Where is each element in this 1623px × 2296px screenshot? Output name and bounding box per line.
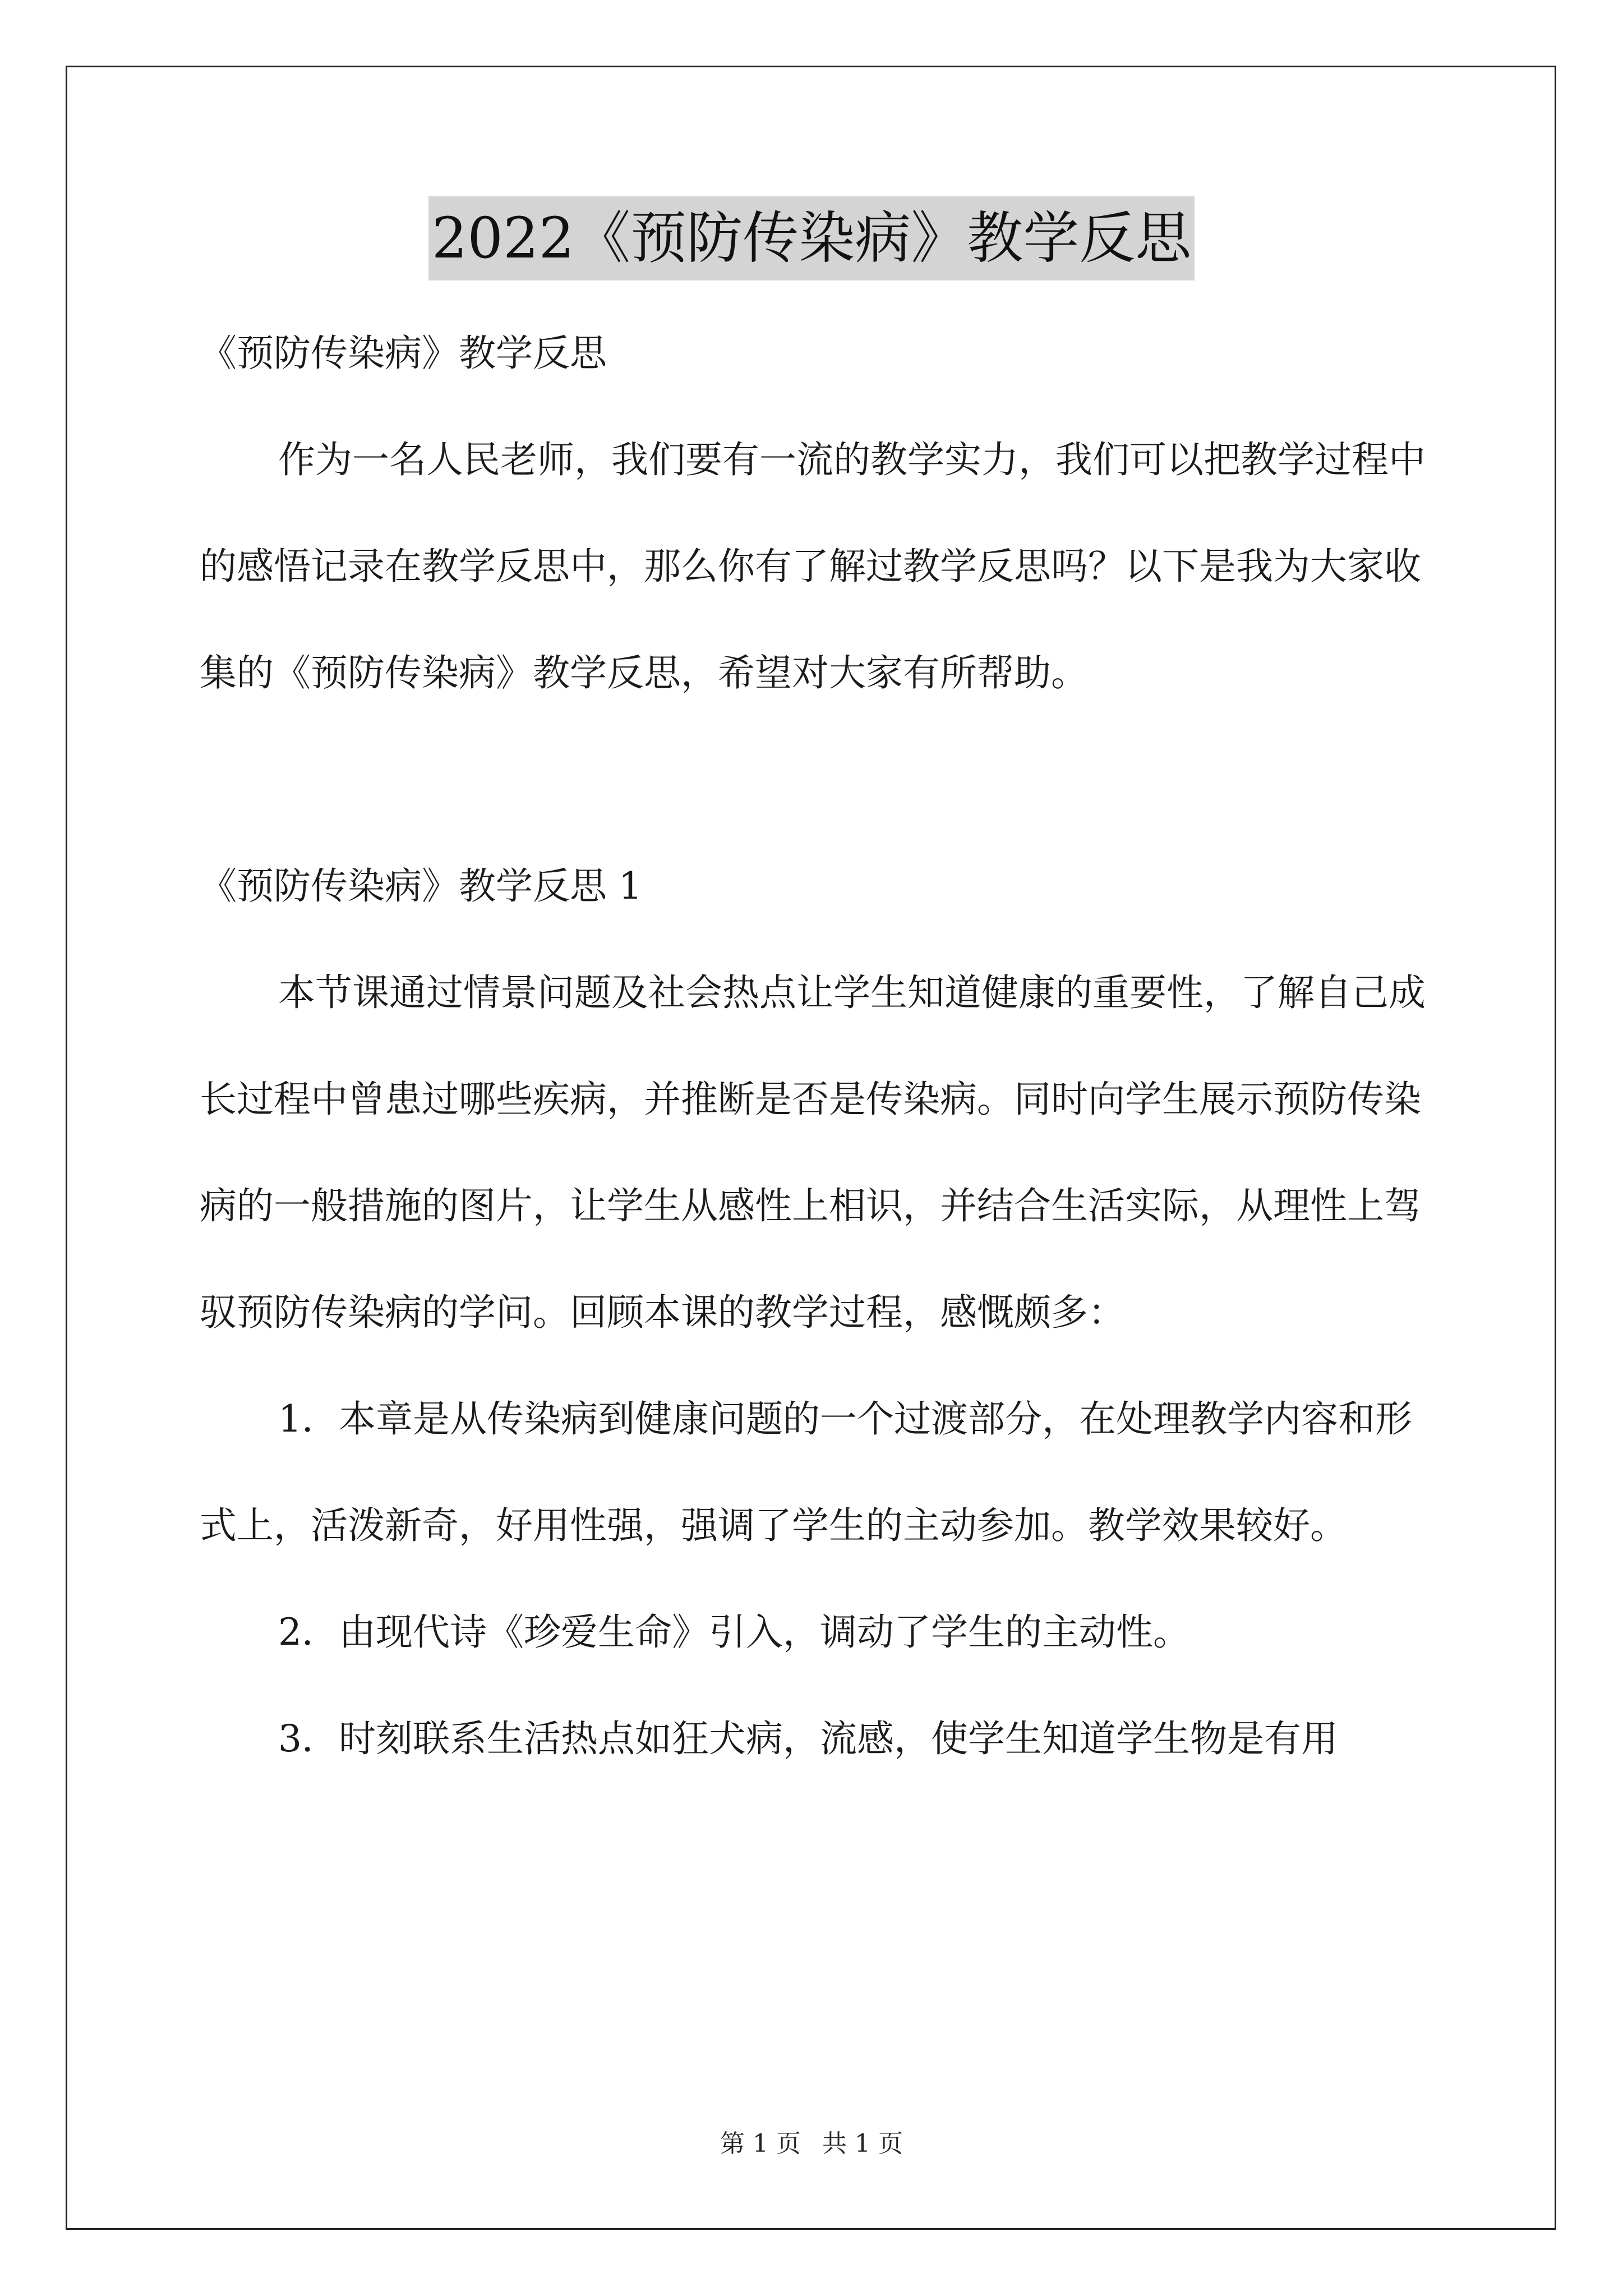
spacer: [200, 726, 1431, 833]
list-item-3: 3．时刻联系生活热点如狂犬病，流感，使学生知道学生物是有用: [278, 1717, 1338, 1760]
page-footer: [0, 2123, 1623, 2159]
intro-paragraph: 作为一名人民老师，我们要有一流的教学实力，我们可以把教学过程中的感悟记录在教学反思中，那么你有了解过教学反思吗？以下是我为大家收集的《预防传染病》教学反思，希望对大家有所帮助。: [200, 438, 1426, 694]
page-number: 第 1 页: [720, 2129, 801, 2158]
section-paragraph: 本节课通过情景问题及社会热点让学生知道健康的重要性，了解自己成长过程中曾患过哪些疾病，并推断是否是传染病。同时向学生展示预防传染病的一般措施的图片，让学生从感性上相识，并结合生活实际，从理性上驾驭预防传染病的学问。回顾本课的教学过程，感慨颇多：: [200, 971, 1426, 1334]
list-item-1: 1．本章是从传染病到健康问题的一个过渡部分，在处理教学内容和形式上，活泼新奇，好用性强，强调了学生的主动参加。教学效果较好。: [200, 1397, 1412, 1547]
list-item-2: 2．由现代诗《珍爱生命》引入，调动了学生的主动性。: [278, 1611, 1190, 1654]
document-title: 2022《预防传染病》教学反思: [428, 196, 1195, 280]
total-pages: 共 1 页: [822, 2129, 903, 2158]
document-body: [200, 300, 1431, 1792]
title-container: [0, 196, 1623, 280]
section-heading: 《预防传染病》教学反思 1: [200, 864, 642, 908]
subtitle: 《预防传染病》教学反思: [200, 332, 607, 375]
